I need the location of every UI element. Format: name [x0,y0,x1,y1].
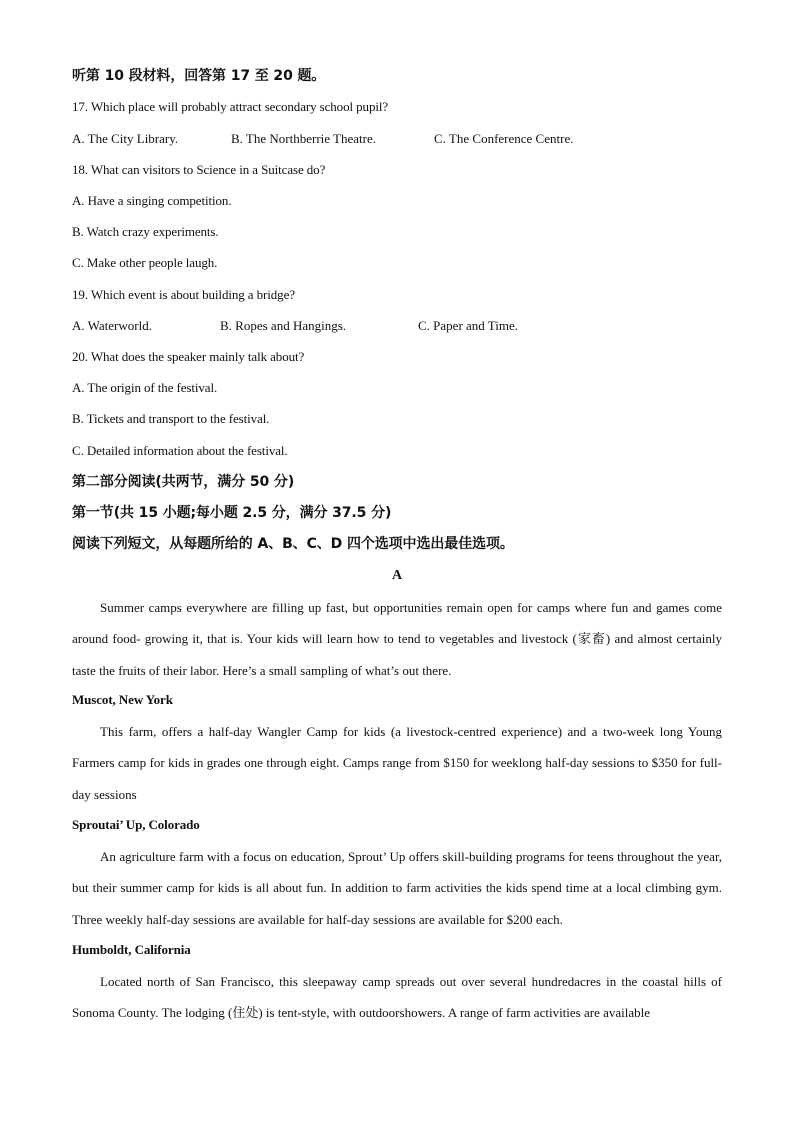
q19-option-c: C. Paper and Time. [418,318,519,333]
q20-option-b: B. Tickets and transport to the festival. [72,411,270,426]
reading-section-header: 第一节(共 15 小题;每小题 2.5 分，满分 37.5 分) [72,505,392,521]
camp-text-humboldt: Located north of San Francisco, this sleepaway camp spreads out over several hundredacres in the coastal hills of Sonoma County. The lodging (住处) is tent-style, with outdoorshowers. A range of farm activities are available [72,974,722,1021]
reading-part-header: 第二部分阅读(共两节，满分 50 分) [72,474,295,490]
q17-option-c: C. The Conference Centre. [434,131,574,146]
q19-option-b: B. Ropes and Hangings. [220,318,347,333]
camp-title-sprout-up: Sproutai’ Up, Colorado [72,817,200,832]
camp-text-sprout-up: An agriculture farm with a focus on education, Sprout’ Up offers skill-building programs for teens throughout the year, but their summer camp for kids is all about fun. In addition to farm activities the kids spend time at a local climbing gym. Three weekly half-day sessions are available for half-day sessions are available for $200 each. [72,849,722,927]
reading-instructions: 阅读下列短文，从每题所给的 A、B、C、D 四个选项中选出最佳选项。 [72,536,514,552]
q20-option-a: A. The origin of the festival. [72,380,218,395]
question-19: 19. Which event is about building a bridge? [72,287,295,302]
q17-option-a: A. The City Library. [72,131,179,146]
camp-title-muscot: Muscot, New York [72,692,173,707]
q19-option-a: A. Waterworld. [72,318,152,333]
q18-option-a: A. Have a singing competition. [72,193,232,208]
q18-option-c: C. Make other people laugh. [72,255,218,270]
question-17: 17. Which place will probably attract secondary school pupil? [72,99,389,114]
passage-intro-paragraph: Summer camps everywhere are filling up fast, but opportunities remain open for camps where fun and games come around food- growing it, that is. Your kids will learn how to tend to vegetables and livestock (家畜) and almost certainly taste the fruits of their labor. Here’s a small sampling of what’s out there. [72,600,722,678]
camp-title-humboldt: Humboldt, California [72,942,191,957]
q20-option-c: C. Detailed information about the festival. [72,443,288,458]
q18-option-b: B. Watch crazy experiments. [72,224,219,239]
q17-option-b: B. The Northberrie Theatre. [231,131,376,146]
camp-text-muscot: This farm, offers a half-day Wangler Camp for kids (a livestock-centred experience) and a two-week long Young Farmers camp for kids in grades one through eight. Camps range from $150 for weeklong half-day sessions to $350 for full-day sessions [72,724,722,802]
question-20: 20. What does the speaker mainly talk about? [72,349,305,364]
passage-label: A [391,568,402,583]
question-18: 18. What can visitors to Science in a Suitcase do? [72,162,326,177]
listening-section-header: 听第 10 段材料，回答第 17 至 20 题。 [72,68,326,84]
